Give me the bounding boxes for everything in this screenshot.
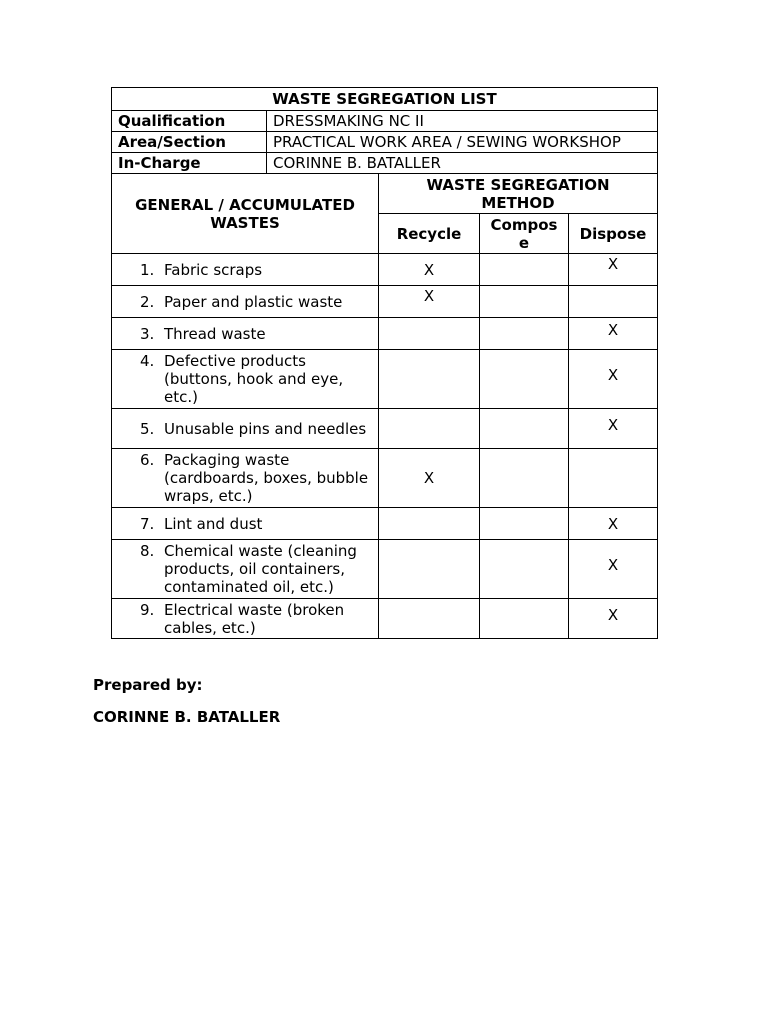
dispose-mark: X: [607, 366, 619, 384]
table-row: [112, 449, 658, 508]
in-charge-label: In-Charge: [112, 153, 267, 174]
in-charge-value: CORINNE B. BATALLER: [267, 153, 658, 174]
waste-item: [112, 449, 379, 508]
dispose-cell: [569, 540, 658, 599]
info-row-area: [112, 132, 658, 153]
recycle-cell: [379, 540, 480, 599]
compost-cell: [480, 318, 569, 350]
dispose-cell: [569, 599, 658, 639]
compost-cell: [480, 254, 569, 286]
item-text: Defective products (buttons, hook and eye, etc.): [164, 352, 344, 406]
table-row: [112, 318, 658, 350]
dispose-cell: [569, 318, 658, 350]
waste-item: [112, 409, 379, 449]
dispose-mark: X: [607, 556, 619, 574]
prepared-by-name: CORINNE B. BATALLER: [93, 708, 281, 726]
dispose-cell: [569, 254, 658, 286]
compost-cell: [480, 286, 569, 318]
item-text: Fabric scraps: [164, 260, 263, 279]
dispose-mark: X: [607, 254, 619, 273]
table-row: [112, 599, 658, 639]
waste-item: [112, 599, 379, 639]
dispose-header: Dispose: [569, 214, 658, 254]
dispose-cell: [569, 286, 658, 318]
dispose-mark: X: [607, 514, 619, 533]
waste-item: [112, 286, 379, 318]
compost-cell: [480, 449, 569, 508]
dispose-cell: [569, 350, 658, 409]
recycle-cell: [379, 350, 480, 409]
dispose-cell: [569, 409, 658, 449]
general-wastes-header: GENERAL / ACCUMULATED WASTES: [112, 174, 379, 254]
table-row: [112, 540, 658, 599]
recycle-mark: X: [423, 260, 435, 279]
table-row: [112, 409, 658, 449]
waste-segregation-table: [111, 87, 658, 639]
area-section-value: PRACTICAL WORK AREA / SEWING WORKSHOP: [267, 132, 658, 153]
table-title: WASTE SEGREGATION LIST: [112, 88, 658, 111]
compost-header: Compos e: [480, 214, 569, 254]
item-number: 3.: [140, 324, 155, 343]
item-number: 4.: [140, 352, 155, 370]
table-row: [112, 286, 658, 318]
item-text: Paper and plastic waste: [164, 292, 343, 311]
recycle-mark: X: [423, 286, 435, 305]
dispose-mark: X: [607, 320, 619, 339]
recycle-cell: [379, 318, 480, 350]
recycle-cell: [379, 449, 480, 508]
compost-cell: [480, 508, 569, 540]
dispose-cell: [569, 449, 658, 508]
dispose-mark: X: [607, 605, 619, 624]
item-text: Lint and dust: [164, 514, 263, 533]
waste-item: [112, 540, 379, 599]
title-row: [112, 88, 658, 111]
dispose-mark: X: [607, 415, 619, 434]
recycle-cell: [379, 599, 480, 639]
recycle-cell: [379, 409, 480, 449]
recycle-cell: [379, 286, 480, 318]
dispose-cell: [569, 508, 658, 540]
item-number: 5.: [140, 419, 155, 438]
qualification-value: DRESSMAKING NC II: [267, 111, 658, 132]
waste-item: [112, 318, 379, 350]
item-text: Thread waste: [164, 324, 266, 343]
recycle-mark: X: [423, 469, 435, 487]
item-number: 7.: [140, 514, 155, 533]
compost-cell: [480, 599, 569, 639]
table-row: [112, 254, 658, 286]
area-section-label: Area/Section: [112, 132, 267, 153]
compost-cell: [480, 350, 569, 409]
item-number: 2.: [140, 292, 155, 311]
waste-item: [112, 350, 379, 409]
recycle-header: Recycle: [379, 214, 480, 254]
prepared-by-label: Prepared by:: [93, 676, 203, 694]
compost-cell: [480, 540, 569, 599]
info-row-qualification: [112, 111, 658, 132]
item-number: 6.: [140, 451, 155, 469]
waste-item: [112, 508, 379, 540]
table-row: [112, 350, 658, 409]
item-text: Chemical waste (cleaning products, oil containers, contaminated oil, etc.): [164, 542, 357, 596]
item-number: 1.: [140, 260, 155, 279]
item-text: Packaging waste (cardboards, boxes, bubble wraps, etc.): [164, 451, 369, 505]
waste-item: [112, 254, 379, 286]
table-row: [112, 508, 658, 540]
item-text: Electrical waste (broken cables, etc.): [164, 600, 345, 637]
recycle-cell: [379, 254, 480, 286]
recycle-cell: [379, 508, 480, 540]
info-row-incharge: [112, 153, 658, 174]
compost-cell: [480, 409, 569, 449]
item-number: 8.: [140, 542, 155, 560]
header-row-1: [112, 174, 658, 214]
item-text: Unusable pins and needles: [164, 419, 367, 438]
segregation-method-header: WASTE SEGREGATION METHOD: [379, 174, 658, 214]
item-number: 9.: [140, 600, 155, 619]
qualification-label: Qualification: [112, 111, 267, 132]
